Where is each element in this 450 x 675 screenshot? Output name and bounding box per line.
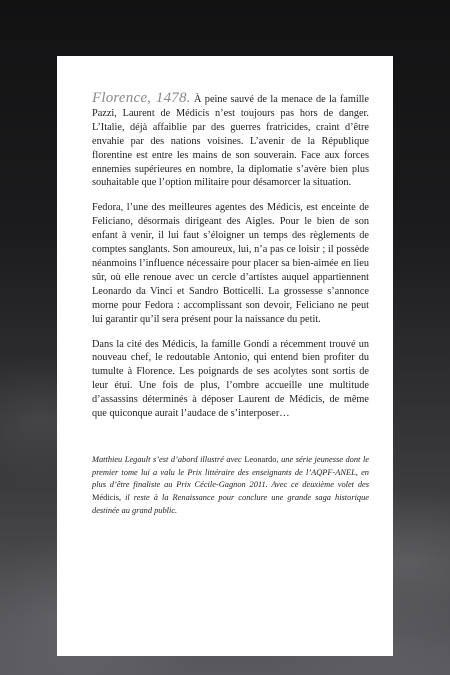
author-bio-part-2: , une série jeunesse dont le premier tome lui a valu le Prix littéraire des enseignants de l’AQPF-ANEL, en plus d’être finaliste au Prix Cécile-Gagnon 2011. Avec ce deuxième volet des — [92, 454, 369, 490]
author-bio-part-1: Matthieu Legault s’est d’abord illustré avec — [92, 454, 245, 464]
book-title-leonardo: Leonardo — [244, 454, 277, 464]
synopsis-paragraph-3: Dans la cité des Médicis, la famille Gondi a récemment trouvé un nouveau chef, le redoutable Antonio, qui entend bien profiter du tumulte à Florence. Les poignards de ses acolytes sont sortis de leur étui. Une fois de plus, l’ombre accueille une multitude d’assassins déterminés à déposer Laurent de Médicis, de même que quiconque aurait l’audace de s’interposer… — [92, 338, 369, 420]
synopsis-paragraph-2: Fedora, l’une des meilleures agentes des Médicis, est enceinte de Feliciano, désormais dirigeant des Aigles. Pour le bien de son enfant à venir, il lui faut s’éloigner un temps des règlements de comptes sanglants. Son amoureux, lui, n’a pas ce loisir ; il possède néanmoins l’influence nécessaire pour placer sa bien-aimée en lieu sûr, où elle renoue avec un cercle d’artistes auquel appartiennent Leonardo da Vinci et Sandro Botticelli. La grossesse s’annonce morne pour Fedora : accomplissant son devoir, Feliciano ne peut lui garantir qu’il sera présent pour la naissance du petit. — [92, 202, 369, 325]
book-title-medicis: Médicis — [92, 493, 119, 503]
author-bio — [92, 454, 369, 518]
author-bio-part-3: , il reste à la Renaissance pour conclure une grande saga historique destinée au grand public. — [92, 493, 369, 515]
opening-place-date: Florence, 1478. — [92, 90, 191, 106]
synopsis-paragraph-1 — [92, 92, 369, 190]
back-cover-panel — [57, 56, 393, 656]
synopsis-paragraph-1-text: À peine sauvé de la menace de la famille Pazzi, Laurent de Médicis n’est toujours pas hors de danger. L’Italie, déjà affaiblie par des guerres fratricides, craint d’être envahie par des nations voisines. L’avenir de la République florentine est entre les mains de son souverain. Face aux forces ennemies supérieures en nombre, la diplomatie s’avère bien plus souhaitable que l’option militaire pour désamorcer la situation. — [92, 94, 369, 189]
